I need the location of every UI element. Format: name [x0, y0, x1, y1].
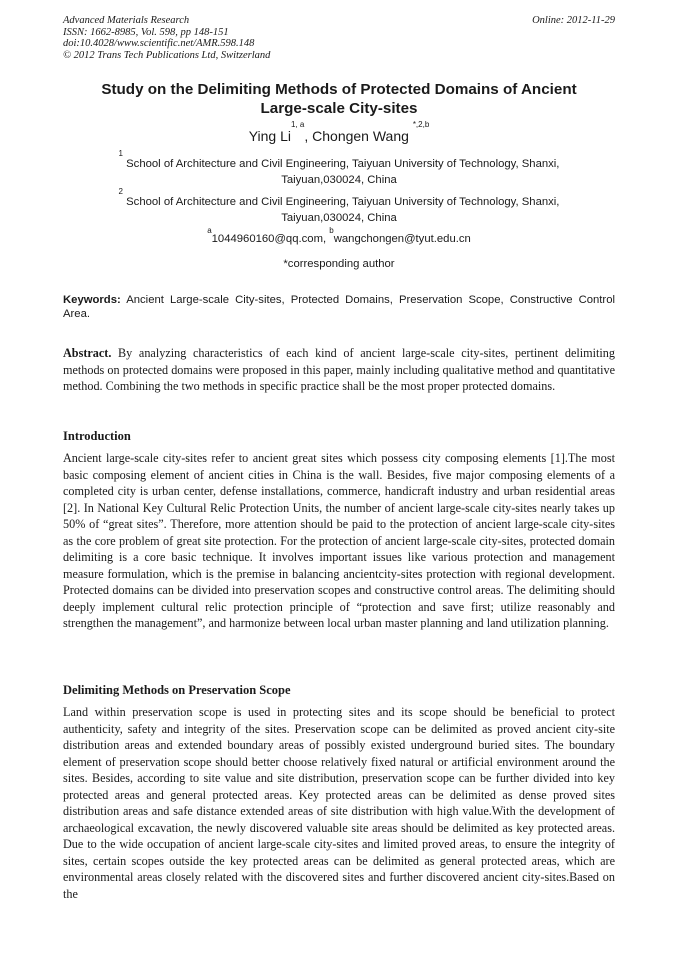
copyright: © 2012 Trans Tech Publications Ltd, Switzerland	[63, 49, 271, 61]
abstract-label: Abstract.	[63, 346, 112, 360]
issn: ISSN: 1662-8985, Vol. 598, pp 148-151	[63, 26, 229, 38]
journal-header	[63, 15, 615, 61]
abstract: Abstract. By analyzing characteristics of each kind of ancient large-scale city-sites, pertinent delimiting methods on protected domains were proposed in this paper, mainly including qualitative method and quantitative method. Combining the two methods in specific practice shall be the most proper protected domains.	[63, 346, 615, 394]
journal-name: Advanced Materials Research	[63, 15, 190, 26]
online-date: Online: 2012-11-29	[532, 15, 615, 26]
author-name: Ying Li	[248, 128, 292, 144]
doi: doi:10.4028/www.scientific.net/AMR.598.148	[63, 38, 255, 49]
keywords-label: Keywords:	[63, 294, 121, 306]
paper-title: Study on the Delimiting Methods of Protected Domains of Ancient Large-scale City-sites	[101, 81, 577, 117]
author-list: Ying Li$^{1, a}$, Chongen Wang $^{*,2,b}$	[248, 120, 430, 144]
affiliation-1: $^1$ School of Architecture and Civil Engineering, Taiyuan University of Technology, Shanxi, Taiyuan,030024, China	[118, 149, 560, 186]
keywords: Keywords: Ancient Large-scale City-sites, Protected Domains, Preservation Scope, Constructive Control Area.	[63, 294, 615, 320]
author-name: Chongen Wang	[312, 128, 409, 144]
email-link[interactable]: wangchongen@tyut.edu.cn	[333, 233, 471, 245]
delimiting-paragraph: Land within preservation scope is used in protecting sites and its scope should be beneficial to protect authenticity, safety and integrity of the sites. Preservation scope can be delimited as proved ancient city-site distribution areas and extended boundary areas of possibly existed underground buried sites. The boundary element of preservation scope should better choose relatively fixed natural or artificial environment around the sites. Besides, according to site value and site distribution, preservation scope can be further divided into key protected areas and general protected areas. Key protected areas can be delimited as dense proved sites distribution areas and safe distance extended areas of site distribution with high value.With the development of archaeological excavation, the newly discovered valuable site areas should be delimited as key protected areas. Due to the wide occupation of ancient large-scale city-sites and limited proved areas, to ensure the integrity of sites, certain scopes outside the key protected areas can be delimited as general protected areas, which are environmental areas closely related with the discovered sites and further discovered ancient city-sites.Based on the	[63, 705, 615, 902]
introduction-paragraph: Ancient large-scale city-sites refer to ancient great sites which possess city composing elements [1].The most basic composing element of ancient cities in China is the wall. Besides, five major composing elements of a completed city is urban center, defense installations, commerce, handicraft industry and urban residential areas [2]. In National Key Cultural Relic Protection Units, the number of ancient large-scale city-sites nearly takes up 50% of “great sites”. Therefore, more attention should be paid to the protection of ancient large-scale city-sites as the core problem of great site protection. For the protection of ancient large-scale city-sites, protected domain delimiting is a core basic technique. It involves important issues like various protection and management measure formulation, which is the premise in balancing ancientcity-sites protection with regional development. Protected domains can be divided into preservation scopes and constructive control areas. The delimiting should deeply implement cultural relic protection principle of “protection and save first; utilize reasonably and strengthen the management”, and harmonize between local urban master planning and land utilization planning.	[63, 451, 615, 631]
section-heading-introduction: Introduction	[63, 429, 131, 443]
email-link[interactable]: 1044960160@qq.com,	[211, 233, 330, 245]
section-heading-delimiting: Delimiting Methods on Preservation Scope	[63, 683, 291, 697]
corresponding-author: *corresponding author	[283, 258, 395, 270]
affiliation-2: $^2$ School of Architecture and Civil Engineering, Taiyuan University of Technology, Shanxi, Taiyuan,030024, China	[118, 187, 560, 224]
email-line: $^a$1044960160@qq.com, $^b$wangchongen@tyut.edu.cn	[207, 226, 471, 245]
